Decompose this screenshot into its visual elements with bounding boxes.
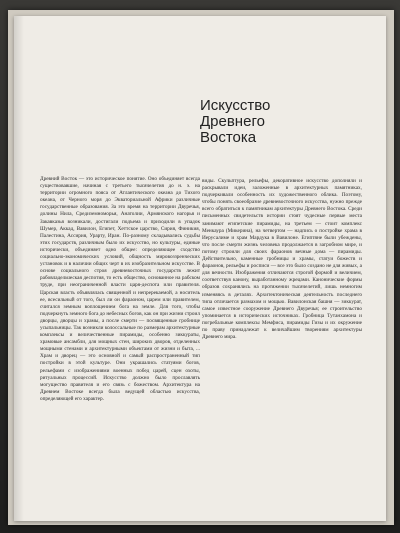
book-page bbox=[14, 16, 386, 521]
title-line-2: Древнего bbox=[200, 113, 265, 130]
text-column-right bbox=[202, 178, 362, 341]
title-line-1: Искусство bbox=[200, 97, 271, 114]
title-line-3: Востока bbox=[200, 129, 257, 146]
page-gutter bbox=[14, 16, 24, 521]
body-text-left: Древний Восток — это историческое понятие. Оно объединяет всегда существовавшие, начиная с третьего тысячелетия до н. э. на территории огромного пояса от Атлантического океана до Тихого океана, от Черного моря до Экваториальной Африки различные государственные образования. За это время на территории Двуречья, долины Нила, Средиземноморья, Анатолии, Армянского нагорья и Закавказья возникали, достигали подъема и приходили в упадок Шумер, Аккад, Вавилон, Египет, Хеттское царство, Сирия, Финикия, Палестина, Ассирия, Урарту, Иран. По-разному складывались судьбы этих государств, различным было их искусство, но культуры, единые исторически, объединяет одно общее: определяющее сходство социально-экономических условий, общность мировоззренческих установок и в наличии общих черт в их изобразительном искусстве. В основе социального строя древневосточных государств лежит рабовладельческая деспотия, то есть общество, основанное на рабском труде, при неограниченной власти царя-деспота или правителя. Царская власть объявлялась священной и непререкаемой, а носитель ее, всесильный от того, был ли он фараоном, царем или правителем, считался земным воплощением бога на земле. Для того, чтобы подчеркнуть земного бога до небесных богов, как он при жизни строил дворцы, дворцы и храмы, а после смерти — посвященные гробнице усыпальницы. Так возникли колоссальные по размерам архитектурные комплексы и величественные пирамиды, особенно зиккураты, храмовые ансамбли, для мощных стен, широких дворов, отделенных мощными стенами и архитектурными объектами от жизни и быта, ... Храм и дворец — это основной и самый распространенный тип постройки в этой культуре. Они украшались статуями богов, рельефами с изображениями военных побед царей, сцен охоты, ритуальных процессий. Искусство должно было прославлять могущество правителя и его связь с божеством. Архитектура на Древнем Востоке всегда была ведущей областью искусства, определяющей его характер. bbox=[40, 176, 200, 402]
body-text-right: виды. Скульптура, рельефы, декоративное искусство дополняли и раскрывали идеи, заложенные в архитектурных памятниках, подчеркивали особенность их художественного облика. Поэтому, чтобы понять своеобразие древневосточного искусства, нужно прежде всего обратиться к памятникам архитектуры Древнего Востока. Среди письменных свидетельств истории стоят чудесные первые места занимают египетские пирамиды, на третьем — стоит комплекс Менкаура (Микерина), на четвертом — надпись о постройке храма в Иерусалиме и храм Мардука в Вавилоне. Египтяне были убеждены, что после смерти жизнь человека продолжается в загробном мире, и потому строили для своих фараонов вечные дома — пирамиды. Действительно, каменные гробницы и храмы, статуи божеств и фараонов, рельефы и росписи — все это было создано не для живых, а для вечности. Изображения отличаются строгой формой и величием, соответствуя канону, выработанному жрецами. Канонические формы образов сохранялись на протяжении тысячелетий, лишь немногим изменяясь в деталях. Архитектоническая деятельность последнего типа отличается размахом и мощью. Вавилонская башня — зиккурат, самое известное сооружение Древнего Двуречья; ее строительство упоминается в исторических источниках. Гробница Тутанхамона и погребальные комплексы Мемфиса, пирамиды Гизы и их окружение по праву принадлежат к величайшим творениям архитектуры Древнего мира. bbox=[202, 178, 362, 341]
text-column-left bbox=[40, 176, 200, 403]
chapter-title bbox=[200, 98, 350, 146]
